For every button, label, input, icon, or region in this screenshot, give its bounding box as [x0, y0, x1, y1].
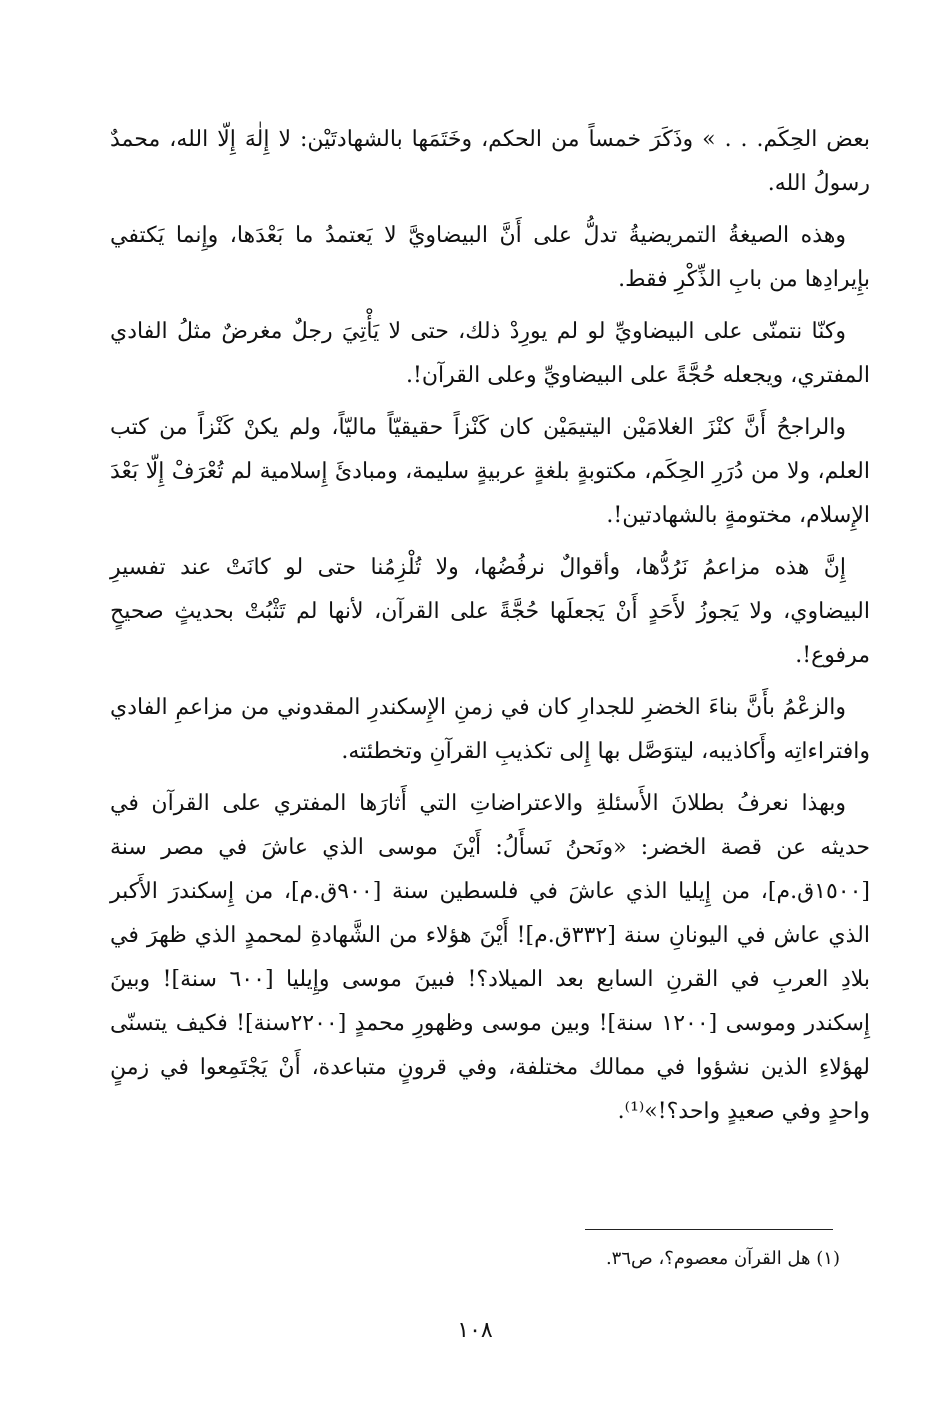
footnote-separator	[585, 1229, 833, 1230]
page-number: ١٠٨	[457, 1318, 493, 1343]
paragraph-7: وبهذا نعرفُ بطلانَ الأَسئلةِ والاعتراضاتِ التي أَثارَها المفتري على القرآن في حديثه عن قصة الخضر: «ونَحنُ نَسأَلُ: أَيْنَ موسى الذي عاشَ في مصر سنة [١٥٠٠ق.م]، من إِيليا الذي عاشَ في فلسطين سنة [٩٠٠ق.م]، من إِسكندرَ الأَكبر الذي عاش في اليونانِ سنة [٣٣٢ق.م]! أَيْنَ هؤلاء من الشَّهادةِ لمحمدٍ الذي ظهرَ في بلادِ العربِ في القرنِ السابع بعد الميلاد؟! فبينَ موسى وإِيليا [٦٠٠ سنة]! وبينَ إِسكندر وموسى [١٢٠٠ سنة]! وبين موسى وظهورِ محمدٍ [٢٢٠٠سنة]! فكيف يتسنّى لهؤلاءِ الذين نشؤوا في ممالك مختلفة، وفي قرونٍ متباعدة، أَنْ يَجْتَمِعوا في زمنٍ واحدٍ وفي صعيدٍ واحد؟!»⁽¹⁾.	[110, 791, 871, 1124]
paragraph-4: والراجحُ أَنَّ كنْزَ الغلامَيْن اليتيمَيْن كان كَنْزاً حقيقيّاً ماليّاً، ولم يكنْ كَنْزاً من كتب العلم، ولا من دُرَرِ الحِكَم، مكتوبةٍ بلغةٍ عربيةٍ سليمة، ومبادئَ إِسلامية لم تُعْرَفْ إِلّا بَعْدَ الإِسلام، مختومةٍ بالشهادتين!.	[110, 415, 870, 528]
footnote: (١) هل القرآن معصوم؟، ص٣٦.	[605, 1248, 840, 1269]
paragraph-5: إِنَّ هذه مزاعمُ نَرُدُّها، وأقوالٌ نرفُضُها، ولا تُلْزِمُنا حتى لو كانَتْ عند تفسيرِ البيضاوي، ولا يَجوزُ لأَحَدٍ أَنْ يَجعلَها حُجَّةً على القرآن، لأنها لم تَثْبُتْ بحديثٍ صحيحٍ مرفوع!.	[110, 555, 870, 668]
paragraph-1: بعض الحِكَم. . . » وذَكَرَ خمساً من الحكم، وخَتَمَها بالشهادتَيْن: لا إِلٰهَ إِلّا الله، محمدٌ رسولُ الله.	[110, 127, 870, 196]
main-text	[110, 118, 870, 1142]
paragraph-6: والزعْمُ بأَنَّ بناءَ الخضرِ للجدارِ كان في زمنِ الإِسكندرِ المقدوني من مزاعمِ الفادي وافتراءاتِه وأَكاذيبه، ليتوَصَّل بها إِلى تكذيبِ القرآنِ وتخطئته.	[110, 695, 870, 764]
paragraph-2: وهذه الصيغةُ التمريضيةُ تدلُّ على أَنَّ البيضاويَّ لا يَعتمدُ ما بَعْدَها، وإِنما يَكتفي بإِيرادِها من بابِ الذِّكْرِ فقط.	[110, 223, 870, 292]
paragraph-3: وكنّا نتمنّى على البيضاويِّ لو لم يورِدْ ذلك، حتى لا يَأْتِيَ رجلٌ مغرضٌ مثلُ الفادي المفتري، ويجعله حُجَّةً على البيضاويِّ وعلى القرآن!.	[110, 319, 870, 388]
